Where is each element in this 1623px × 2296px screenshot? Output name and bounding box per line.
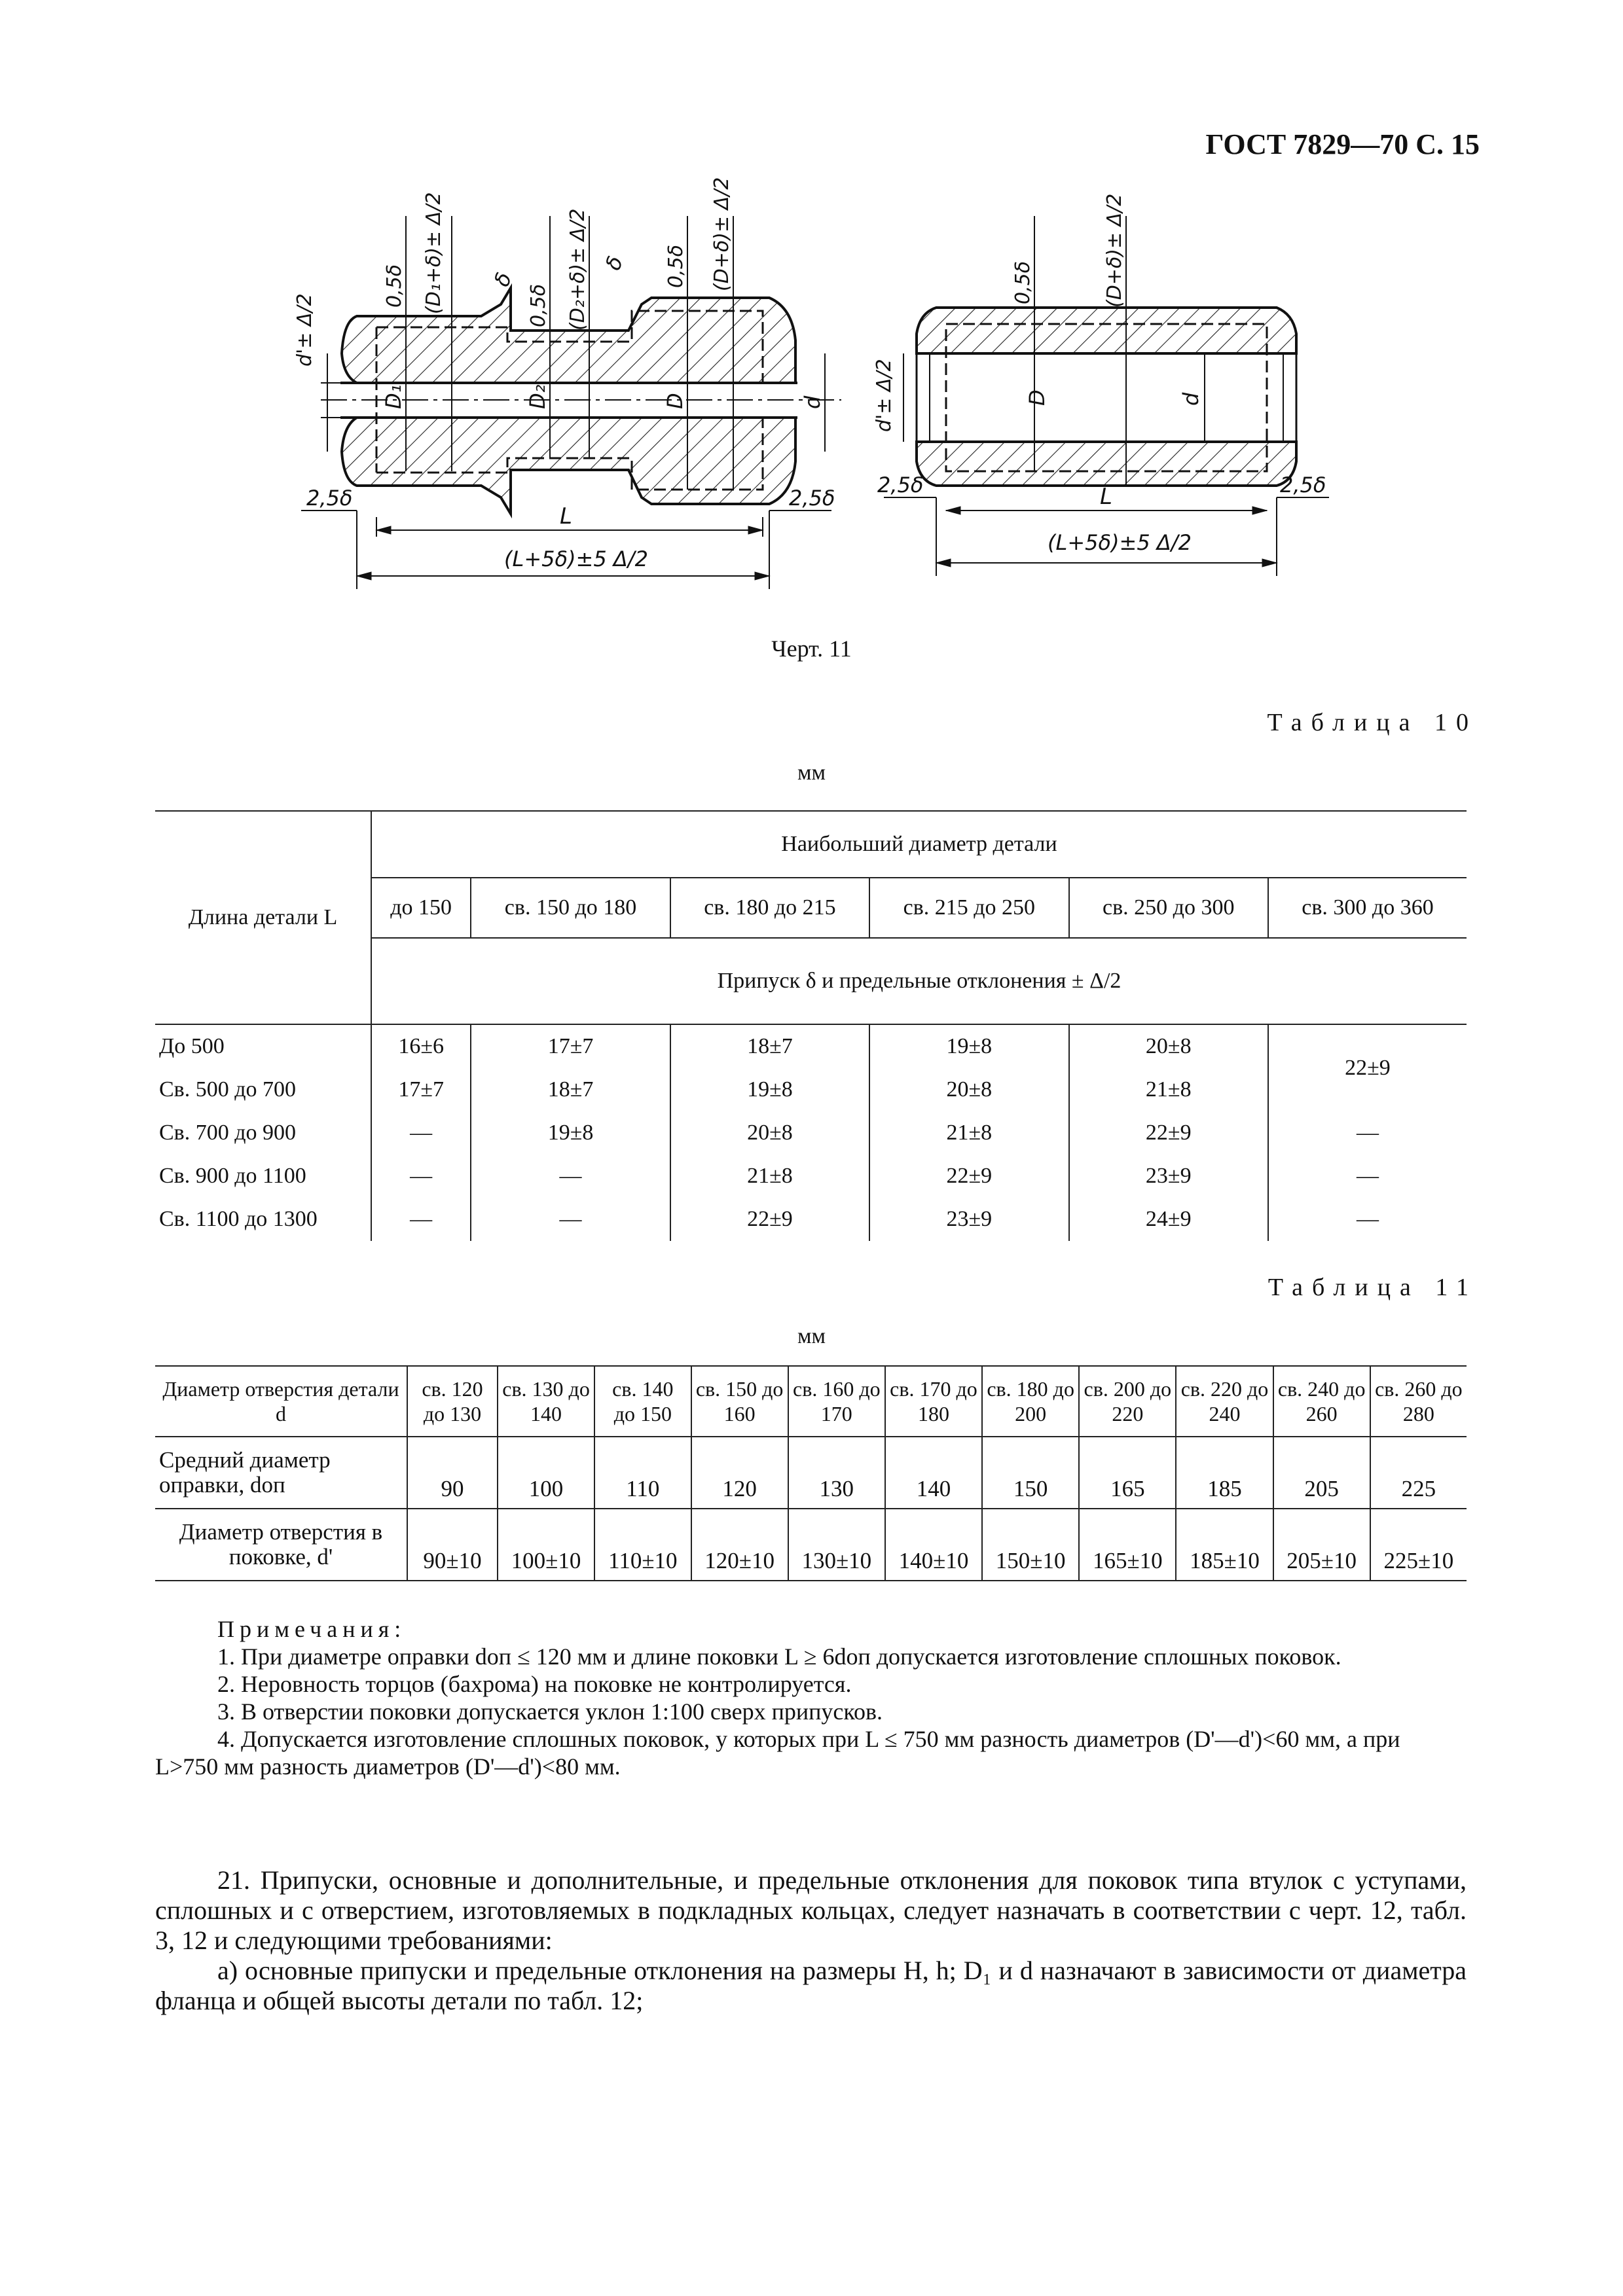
table-cell: 22±9 (869, 1155, 1068, 1198)
table-cell: 19±8 (670, 1068, 869, 1111)
table-cell: 120±10 (691, 1509, 788, 1581)
table-cell: 21±8 (670, 1155, 869, 1198)
cut-d-label: 0,5δ (665, 244, 687, 288)
end-left-label: 2,5δ (306, 486, 353, 511)
D-label: D (663, 393, 687, 409)
d-label: d (800, 395, 825, 409)
paragraph: 21. Припуски, основные и дополнительные, и предельные отклонения для поковок типа втулок с уступами, сплошных и с отверстием, изготовляемых в подкладных кольцах, следует назначать в соответствии с черт. 12, табл. 3, 12 и следующими требованиями: (155, 1865, 1467, 1955)
table-cell: 22±9 (670, 1198, 869, 1241)
table-cell: св. 150 до 160 (691, 1366, 788, 1437)
table-cell: 110 (594, 1437, 691, 1509)
table-cell: св. 160 до 170 (788, 1366, 885, 1437)
delta1-label: δ (488, 269, 517, 290)
table-10 (155, 810, 1467, 1241)
L-total-label-right: (L+5δ)±5 Δ/2 (1048, 530, 1192, 555)
table-cell: 90 (407, 1437, 498, 1509)
note-item: 1. При диаметре оправки dоп ≤ 120 мм и длине поковки L ≥ 6dоп допускается изготовление сплошных поковок. (217, 1643, 1341, 1670)
table-cell: 23±9 (1069, 1155, 1268, 1198)
note-item: 4. Допускается изготовление сплошных поковок, у которых при L ≤ 750 мм разность диаметров (D'—d')<60 мм, а при L>750 мм разность диаметров (D'—d')<80 мм. (155, 1726, 1400, 1780)
table-cell: — (1268, 1111, 1467, 1155)
column-header: св. 250 до 300 (1069, 878, 1268, 938)
delta2-label: δ (600, 253, 629, 274)
table-cell: св. 260 до 280 (1370, 1366, 1467, 1437)
table-cell: 165±10 (1079, 1509, 1176, 1581)
table-cell: 18±7 (670, 1024, 869, 1068)
table-cell: 185±10 (1176, 1509, 1273, 1581)
table-cell: 24±9 (1069, 1198, 1268, 1241)
table-cell: 140±10 (885, 1509, 982, 1581)
table-cell: 16±6 (371, 1024, 471, 1068)
d-label-right: d (1178, 392, 1203, 406)
table-cell: 110±10 (594, 1509, 691, 1581)
end-left-label-right: 2,5δ (877, 473, 924, 497)
L-total-label: (L+5δ)±5 Δ/2 (504, 547, 648, 571)
table11-title: Таблица 11 (1267, 1274, 1478, 1301)
table-cell: 22±9 (1069, 1111, 1268, 1155)
table10-title: Таблица 10 (1267, 709, 1478, 736)
column-header: до 150 (371, 878, 471, 938)
upper-wall-section (917, 308, 1296, 353)
D1-label: D₁ (381, 384, 406, 409)
table-cell: — (471, 1155, 670, 1198)
table-cell: св. 120 до 130 (407, 1366, 498, 1437)
L-label: L (560, 503, 572, 529)
d-prime-label-right: d'± Δ/2 (873, 359, 896, 432)
table-cell: 18±7 (471, 1068, 670, 1111)
cut-d1-label: 0,5δ (383, 264, 406, 308)
d1-dim-label: (D₁+δ)± Δ/2 (422, 192, 445, 314)
note-item: 2. Неровность торцов (бахрома) на поковке не контролируется. (217, 1671, 852, 1697)
table-cell: 90±10 (407, 1509, 498, 1581)
lower-wall-section (917, 442, 1296, 486)
row-header: Длина детали L (155, 811, 371, 1024)
table-cell: 100±10 (498, 1509, 594, 1581)
table-cell: — (1268, 1155, 1467, 1198)
page-header: ГОСТ 7829—70 С. 15 (1205, 128, 1480, 160)
D2-label: D₂ (525, 384, 550, 409)
table-cell: 100 (498, 1437, 594, 1509)
table-cell: 21±8 (1069, 1068, 1268, 1111)
note-item: 3. В отверстии поковки допускается уклон 1:100 сверх припусков. (217, 1698, 883, 1725)
row-label: Св. 500 до 700 (155, 1068, 371, 1111)
end-right-label: 2,5δ (789, 486, 835, 511)
technical-drawing (0, 0, 1623, 609)
table-cell: 225±10 (1370, 1509, 1467, 1581)
group-header: Наибольший диаметр детали (371, 811, 1467, 878)
table-cell: св. 130 до 140 (498, 1366, 594, 1437)
table-cell: св. 220 до 240 (1176, 1366, 1273, 1437)
row-header-d: Диаметр отверстия детали d (155, 1366, 407, 1437)
row-header-dprime: Диаметр отверстия в поковке, d' (155, 1509, 407, 1581)
d2-dim-label: (D₂+δ)± Δ/2 (566, 208, 589, 331)
merged-cell: 22±9 (1268, 1024, 1467, 1111)
table-cell: 21±8 (869, 1111, 1068, 1155)
row-label: Св. 900 до 1100 (155, 1155, 371, 1198)
column-header: св. 150 до 180 (471, 878, 670, 938)
table-cell: — (1268, 1198, 1467, 1241)
table-cell: — (471, 1198, 670, 1241)
table-11 (155, 1365, 1467, 1581)
table-cell: — (371, 1198, 471, 1241)
d-dim-label-right: (D+δ)± Δ/2 (1103, 193, 1126, 308)
body-text (155, 1865, 1467, 2016)
table11-unit: мм (797, 1324, 826, 1348)
table-cell: св. 180 до 200 (982, 1366, 1079, 1437)
L-label-right: L (1100, 484, 1112, 510)
table10-unit: мм (797, 761, 826, 785)
table-cell: 150 (982, 1437, 1079, 1509)
table-cell: св. 200 до 220 (1079, 1366, 1176, 1437)
notes-block (155, 1615, 1467, 1780)
column-header: св. 180 до 215 (670, 878, 869, 938)
table-cell: 130 (788, 1437, 885, 1509)
table-cell: 17±7 (471, 1024, 670, 1068)
table-cell: св. 140 до 150 (594, 1366, 691, 1437)
table-cell: 185 (1176, 1437, 1273, 1509)
table-cell: 23±9 (869, 1198, 1068, 1241)
lower-wall-section (342, 418, 795, 514)
table-cell: 19±8 (471, 1111, 670, 1155)
table-cell: 17±7 (371, 1068, 471, 1111)
table-cell: св. 240 до 260 (1273, 1366, 1370, 1437)
table-cell: 20±8 (670, 1111, 869, 1155)
table-cell: — (371, 1111, 471, 1155)
table-cell: 140 (885, 1437, 982, 1509)
table-cell: 205 (1273, 1437, 1370, 1509)
figure-caption: Черт. 11 (771, 636, 852, 662)
d-dim-label: (D+δ)± Δ/2 (710, 177, 733, 291)
cut-label-right: 0,5δ (1012, 260, 1034, 304)
D-label-right: D (1025, 389, 1049, 406)
table-cell: св. 170 до 180 (885, 1366, 982, 1437)
row-label: До 500 (155, 1024, 371, 1068)
table-cell: 20±8 (1069, 1024, 1268, 1068)
table-cell: 120 (691, 1437, 788, 1509)
column-header: св. 300 до 360 (1268, 878, 1467, 938)
column-header: св. 215 до 250 (869, 878, 1068, 938)
table-cell: 205±10 (1273, 1509, 1370, 1581)
table-cell: 19±8 (869, 1024, 1068, 1068)
cut-d2-label: 0,5δ (527, 283, 550, 327)
table-cell: 150±10 (982, 1509, 1079, 1581)
row-label: Св. 700 до 900 (155, 1111, 371, 1155)
subheader: Припуск δ и предельные отклонения ± Δ/2 (371, 938, 1467, 1024)
row-label: Св. 1100 до 1300 (155, 1198, 371, 1241)
table-cell: 20±8 (869, 1068, 1068, 1111)
paragraph: а) основные припуски и предельные отклонения на размеры H, h; D₁ и d назначают в зависимости от диаметра фланца и общей высоты детали по табл. 12; (155, 1956, 1467, 2015)
row-header-dop: Средний диаметр оправки, dоп (155, 1437, 407, 1509)
table-cell: — (371, 1155, 471, 1198)
table-cell: 225 (1370, 1437, 1467, 1509)
notes-title: Примечания: (217, 1616, 407, 1642)
d-prime-label: d'± Δ/2 (293, 293, 316, 367)
table-cell: 130±10 (788, 1509, 885, 1581)
table-cell: 165 (1079, 1437, 1176, 1509)
end-right-label-right: 2,5δ (1280, 473, 1326, 497)
